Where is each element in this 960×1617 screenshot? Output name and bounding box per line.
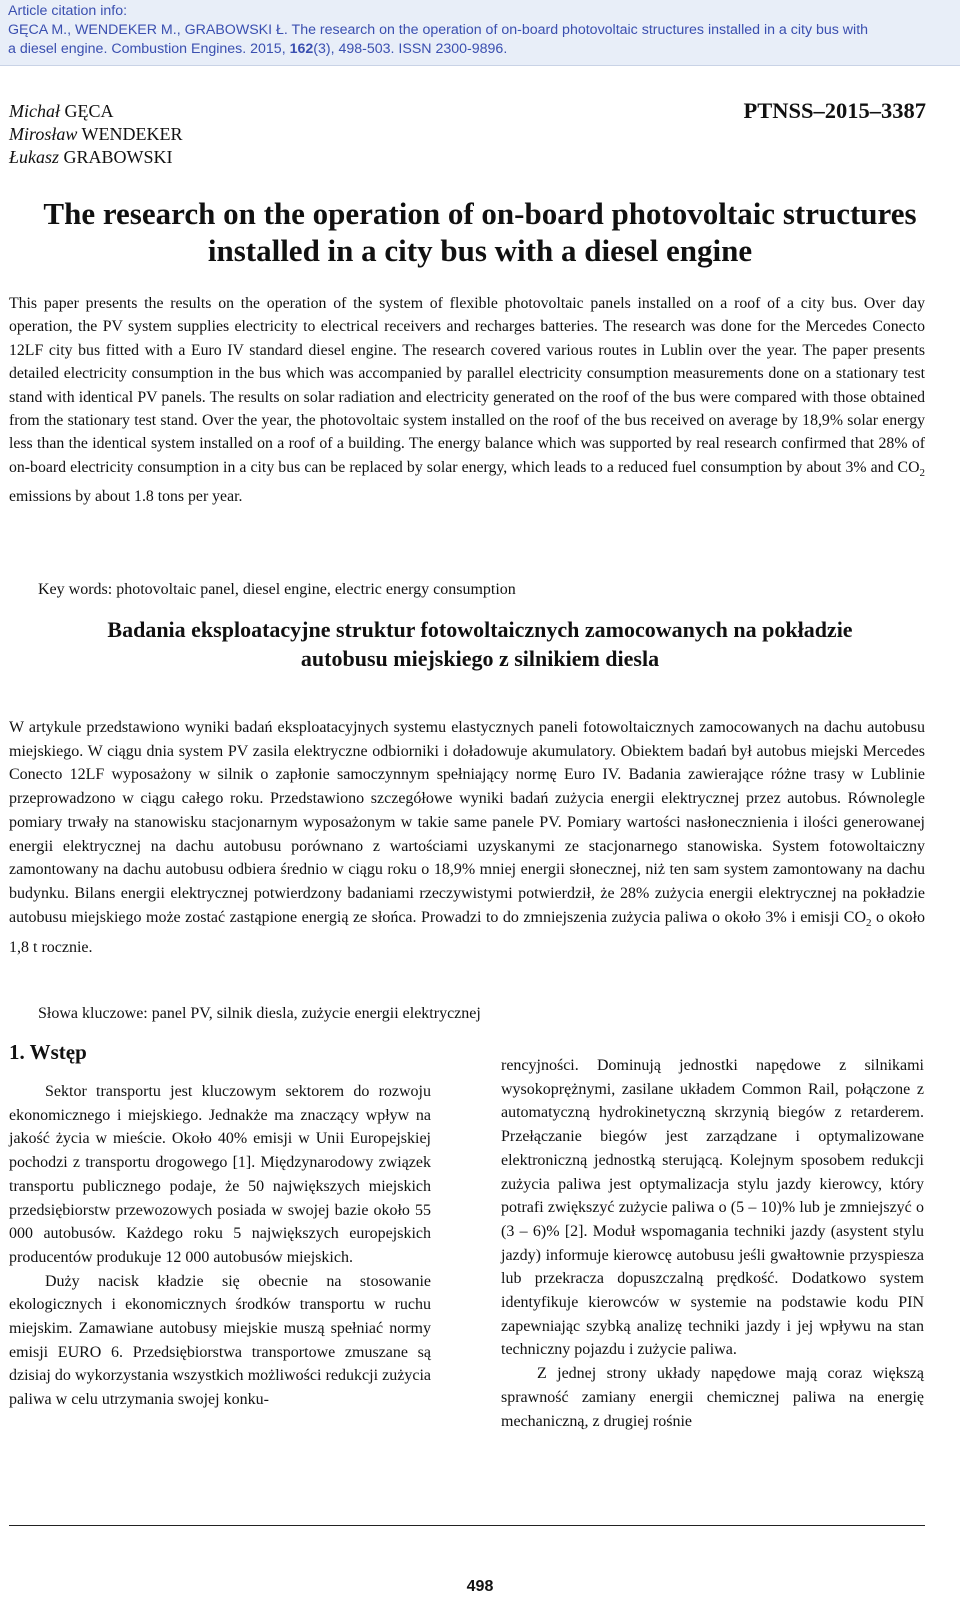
title-polish: Badania eksploatacyjne struktur fotowoltaicznych zamocowanych na pokładzie autobusu miejskiego z silnikiem diesla [107,617,853,671]
paragraph: Duży nacisk kładzie się obecnie na stosowanie ekologicznych i ekonomicznych środków transportu w ruchu miejskim. Zamawiane autobusy miejskie muszą spełniać normy emisji EURO 6. Przedsiębiorstwa transportowe zmuszane są dzisiaj do wykorzystania wszystkich możliwości redukcji zużycia paliwa w celu utrzymania swojej konku- [9,1272,431,1409]
abstract-polish: W artykule przedstawiono wyniki badań eksploatacyjnych systemu elastycznych paneli fotowoltaicznych zamocowanych na dachu autobusu miejskiego. W ciągu dnia system PV zasila elektryczne odbiorniki i doładowuje akumulatory. Obiektem badań był autobus miejski Mercedes Conecto 12LF wyposażony w silnik o zapłonie samoczynnym spełniający normę Euro IV. Badania zawierające różne trasy w Lublinie przeprowadzono w ciągu całego roku. Przedstawiono szczegółowe wyniki badań zużycia energii elektrycznej przez autobus. Równolegle pomiary trwały na stanowisku stacjonarnym wyposażonym w takie same panele PV. Pomiary wartości nasłonecznienia i ilości generowanej energii elektrycznej na dachu autobusu porównano z wartościami uzyskanymi ze stacjonarnego stanowiska. System fotowoltaiczny zamontowany na dachu autobusu odbiera średnio w ciągu roku o 18,9% mniej energii słonecznej, niż ten sam system zamontowany na dachu budynku. Bilans energii elektrycznej potwierdzony badaniami rzeczywistymi potwierdził, że 28% zużycia energii elektrycznej na pokładzie autobusu miejskiego może zostać zastąpione energią ze słońca. Prowadzi to do zmniejszenia zużycia paliwa o około 3% i emisji $CO_2$ o około 1,8 t rocznie. [9,719,925,956]
footer-divider [9,1525,925,1526]
citation-label: Article citation info: [8,3,128,19]
paragraph: Z jednej strony układy napędowe mają coraz większą sprawność zamiany energii chemicznej paliwa na energię mechaniczną, z drugiej rośnie [501,1365,924,1430]
keywords-english: Key words: photovoltaic panel, diesel engine, electric energy consumption [38,581,516,598]
body-column-left [9,1080,431,1412]
author: Łukasz GRABOWSKI [9,147,173,167]
paragraph: rencyjności. Dominują jednostki napędowe z silnikami wysokoprężnymi, zasilane układem Common Rail, połączone z automatyczną hydrokinetyczną skrzynią biegów z retarderem. Przełączanie biegów jest zarządzane i optymalizowane elektroniczną jednostką sterującą. Kolejnym sposobem redukcji zużycia paliwa jest optymalizacja stylu jazdy kierowcy, który potrafi zwiększyć zużycie paliwa o (5 – 10)% lub je zmniejszyć o (3 – 6)% [2]. Moduł wspomagania techniki jazdy (asystent stylu jazdy) informuje kierowcę autobusu jeśli gwałtownie przyspiesza lub przekracza dopuszczalną prędkość. Dodatkowo system identyfikuje kierowców w systemie na podstawie kodu PIN zapewniając szybką analizę techniki jazdy i jej wpływu na stan techniczny pojazdu i zużycie paliwa. [501,1057,924,1359]
page-number: 498 [466,1578,494,1595]
section-heading: 1. Wstęp [9,1040,87,1064]
citation-volume: 162 [289,41,314,57]
citation-line-1: GĘCA M., WENDEKER M., GRABOWSKI Ł. The research on the operation of on-board photovoltaic structures installed in a city bus with [8,22,869,38]
paragraph: Sektor transportu jest kluczowym sektorem do rozwoju ekonomicznego i miejskiego. Jednakże ma znaczący wpływ na jakość życia w mieście. Około 40% emisji w Unii Europejskiej pochodzi z transportu drogowego [1]. Międzynarodowy związek transportu publicznego podaje, że 50 największych miejskich przedsiębiorstw przewozowych posiada w swojej bazie około 55 000 autobusów. Każdego roku 5 największych europejskich producentów produkuje 12 000 autobusów miejskich. [9,1083,431,1266]
citation-info [0,0,960,66]
author: Mirosław WENDEKER [9,124,183,144]
citation-line-2: a diesel engine. Combustion Engines. 2015, 162(3), 498-503. ISSN 2300-9896. [8,41,508,57]
author-list [9,100,183,169]
title-english: The research on the operation of on-board photovoltaic structures installed in a city bus with a diesel engine [43,196,917,268]
abstract-english: This paper presents the results on the operation of the system of flexible photovoltaic panels installed on a roof of a city bus. Over day operation, the PV system supplies electricity to electrical receivers and recharges batteries. The research was done for the Mercedes Conecto 12LF city bus fitted with a Euro IV standard diesel engine. The research covered various routes in Lublin over the year. The paper presents detailed electricity consumption in the bus which was accompanied by parallel electricity consumption measurements done on a stationary test stand with identical PV panels. The results on solar radiation and electricity generated on the roof of the bus were compared with those obtained from the stationary test stand. Over the year, the photovoltaic system installed on the roof of the bus received on average by 18,9% solar energy less than the identical system installed on a roof of a building. The energy balance which was supported by real research confirmed that 28% of on-board electricity consumption in a city bus can be replaced by solar energy, which leads to a reduced fuel consumption by about 3% and $CO_2$ emissions by about 1.8 tons per year. [9,295,925,506]
keywords-polish: Słowa kluczowe: panel PV, silnik diesla, zużycie energii elektrycznej [38,1005,481,1022]
author: Michał GĘCA [9,101,114,121]
body-column-right [501,1054,924,1433]
paper-code: PTNSS–2015–3387 [743,98,926,123]
